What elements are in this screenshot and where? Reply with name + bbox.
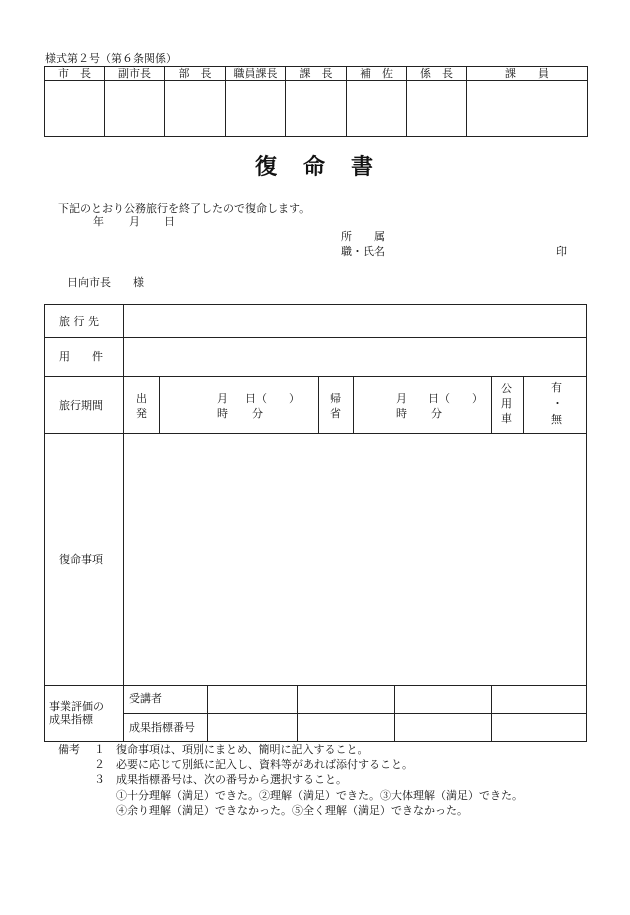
note-choice: ④余り理解（満足）できなかった。⑤全く理解（満足）できなかった。 bbox=[116, 804, 468, 817]
official-car-char-3: 車 bbox=[501, 412, 512, 425]
addressee: 日向市長 様 bbox=[67, 276, 144, 289]
note-choice: ①十分理解（満足）できた。②理解（満足）できた。③大体理解（満足）できた。 bbox=[116, 789, 523, 802]
purpose-label: 用 件 bbox=[59, 350, 103, 363]
return-month: 月 bbox=[396, 392, 407, 405]
report-label: 復命事項 bbox=[59, 553, 103, 566]
approval-header: 課 長 bbox=[286, 67, 347, 81]
return-datetime-field[interactable] bbox=[354, 377, 491, 433]
indicator-number-field[interactable] bbox=[298, 714, 394, 741]
depart-minute: 分 bbox=[252, 407, 263, 420]
stamp-cell[interactable] bbox=[105, 81, 165, 137]
indicator-number-field[interactable] bbox=[492, 714, 586, 741]
intro-text: 下記のとおり公務旅行を終了したので復命します。 bbox=[58, 202, 311, 215]
note-number: １ bbox=[94, 743, 105, 756]
return-char-2: 省 bbox=[330, 407, 341, 420]
form-number: 様式第２号（第６条関係） bbox=[45, 52, 177, 65]
destination-label: 旅 行 先 bbox=[59, 315, 99, 328]
indicator-number-field[interactable] bbox=[395, 714, 491, 741]
official-car-char-1: 公 bbox=[501, 382, 512, 395]
date-month: 月 bbox=[129, 215, 140, 228]
report-field[interactable] bbox=[124, 434, 586, 685]
approval-header: 部 長 bbox=[165, 67, 226, 81]
stamp-cell[interactable] bbox=[407, 81, 467, 137]
participants-field[interactable] bbox=[298, 686, 394, 713]
availability-dot: ・ bbox=[552, 397, 563, 410]
availability-yes[interactable]: 有 bbox=[551, 381, 562, 394]
approval-header: 係 長 bbox=[407, 67, 467, 81]
participants-field[interactable] bbox=[208, 686, 297, 713]
approval-header: 副市長 bbox=[105, 67, 165, 81]
purpose-field[interactable] bbox=[124, 338, 586, 376]
notes-label: 備考 bbox=[58, 743, 80, 756]
stamp-cell[interactable] bbox=[226, 81, 286, 137]
indicator-number-field[interactable] bbox=[208, 714, 297, 741]
approval-table bbox=[44, 66, 588, 137]
stamp-cell[interactable] bbox=[45, 81, 105, 137]
indicator-number-label: 成果指標番号 bbox=[129, 721, 195, 734]
note-number: ２ bbox=[94, 758, 105, 771]
official-car-char-2: 用 bbox=[501, 397, 512, 410]
stamp-cell[interactable] bbox=[467, 81, 588, 137]
evaluation-label: 事業評価の 成果指標 bbox=[49, 700, 104, 726]
destination-field[interactable] bbox=[124, 305, 586, 337]
depart-month: 月 bbox=[217, 392, 228, 405]
affiliation-label: 所 属 bbox=[341, 230, 385, 243]
seal-mark: 印 bbox=[556, 245, 567, 258]
note-number: ３ bbox=[94, 773, 105, 786]
approval-header: 市 長 bbox=[45, 67, 105, 81]
note-text: 復命事項は、項別にまとめ、簡明に記入すること。 bbox=[116, 743, 369, 756]
return-minute: 分 bbox=[431, 407, 442, 420]
stamp-cell[interactable] bbox=[286, 81, 347, 137]
stamp-cell[interactable] bbox=[165, 81, 226, 137]
date-day: 日 bbox=[164, 215, 175, 228]
main-form bbox=[44, 304, 587, 742]
availability-no[interactable]: 無 bbox=[551, 413, 562, 426]
depart-hour: 時 bbox=[217, 407, 228, 420]
name-label: 職・氏名 bbox=[341, 245, 385, 258]
depart-datetime-field[interactable] bbox=[160, 377, 318, 433]
approval-header: 補 佐 bbox=[347, 67, 407, 81]
approval-header-row bbox=[45, 67, 588, 81]
approval-stamp-row bbox=[45, 81, 588, 137]
date-year: 年 bbox=[93, 215, 104, 228]
return-day: 日（ ） bbox=[428, 392, 483, 405]
approval-header: 職員課長 bbox=[226, 67, 286, 81]
depart-day: 日（ ） bbox=[245, 392, 300, 405]
return-char-1: 帰 bbox=[330, 392, 341, 405]
depart-char-1: 出 bbox=[136, 392, 147, 405]
document-title: 復 命 書 bbox=[254, 154, 375, 180]
depart-char-2: 発 bbox=[136, 407, 147, 420]
stamp-cell[interactable] bbox=[347, 81, 407, 137]
return-hour: 時 bbox=[396, 407, 407, 420]
approval-header: 課 員 bbox=[467, 67, 588, 81]
note-text: 成果指標番号は、次の番号から選択すること。 bbox=[116, 773, 347, 786]
period-label: 旅行期間 bbox=[59, 399, 103, 412]
participants-label: 受講者 bbox=[129, 692, 162, 705]
note-text: 必要に応じて別紙に記入し、資料等があれば添付すること。 bbox=[116, 758, 413, 771]
participants-field[interactable] bbox=[492, 686, 586, 713]
participants-field[interactable] bbox=[395, 686, 491, 713]
